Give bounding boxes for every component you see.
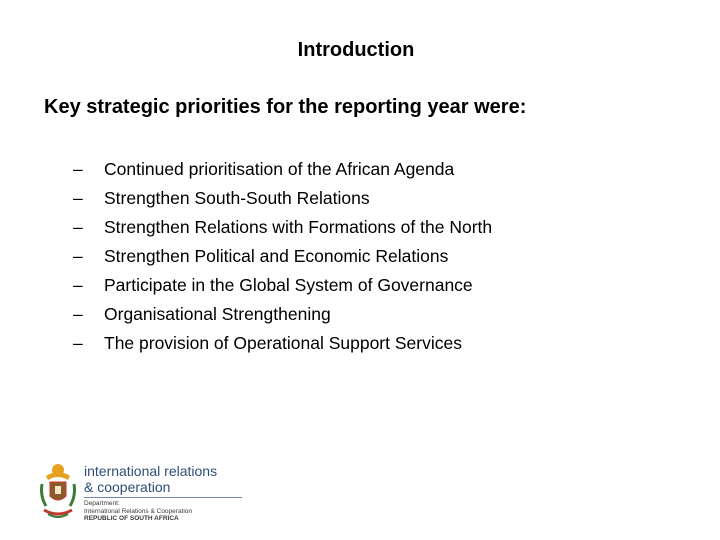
dash-marker: – <box>73 333 83 353</box>
list-item <box>73 242 492 271</box>
priorities-list <box>73 155 492 358</box>
list-item-text: Participate in the Global System of Governance <box>104 275 473 295</box>
slide-subtitle: Key strategic priorities for the reporting year were: <box>44 96 527 118</box>
dash-marker: – <box>73 217 83 237</box>
dash-marker: – <box>73 188 83 208</box>
department-logo <box>36 462 216 522</box>
dash-marker: – <box>73 304 83 324</box>
logo-divider <box>84 497 242 498</box>
logo-text-line2: & cooperation <box>84 479 171 495</box>
list-item-text: Continued prioritisation of the African Agenda <box>104 159 455 179</box>
slide-title: Introduction <box>297 39 415 61</box>
list-item <box>73 329 492 358</box>
logo-department-label: Department: <box>84 500 120 507</box>
list-item-text: The provision of Operational Support Services <box>104 333 462 353</box>
list-item <box>73 184 492 213</box>
logo-text-line1: international relations <box>84 463 218 479</box>
coat-of-arms-icon <box>36 462 80 522</box>
dash-marker: – <box>73 159 83 179</box>
list-item-text: Organisational Strengthening <box>104 304 331 324</box>
list-item-text: Strengthen Relations with Formations of the North <box>104 217 493 237</box>
list-item-text: Strengthen South-South Relations <box>104 188 370 208</box>
list-item <box>73 155 492 184</box>
list-item <box>73 271 492 300</box>
list-item <box>73 300 492 329</box>
dash-marker: – <box>73 246 83 266</box>
logo-country: REPUBLIC OF SOUTH AFRICA <box>84 515 179 522</box>
logo-department-name: International Relations & Cooperation <box>84 508 193 515</box>
list-item <box>73 213 492 242</box>
dash-marker: – <box>73 275 83 295</box>
list-item-text: Strengthen Political and Economic Relations <box>104 246 449 266</box>
